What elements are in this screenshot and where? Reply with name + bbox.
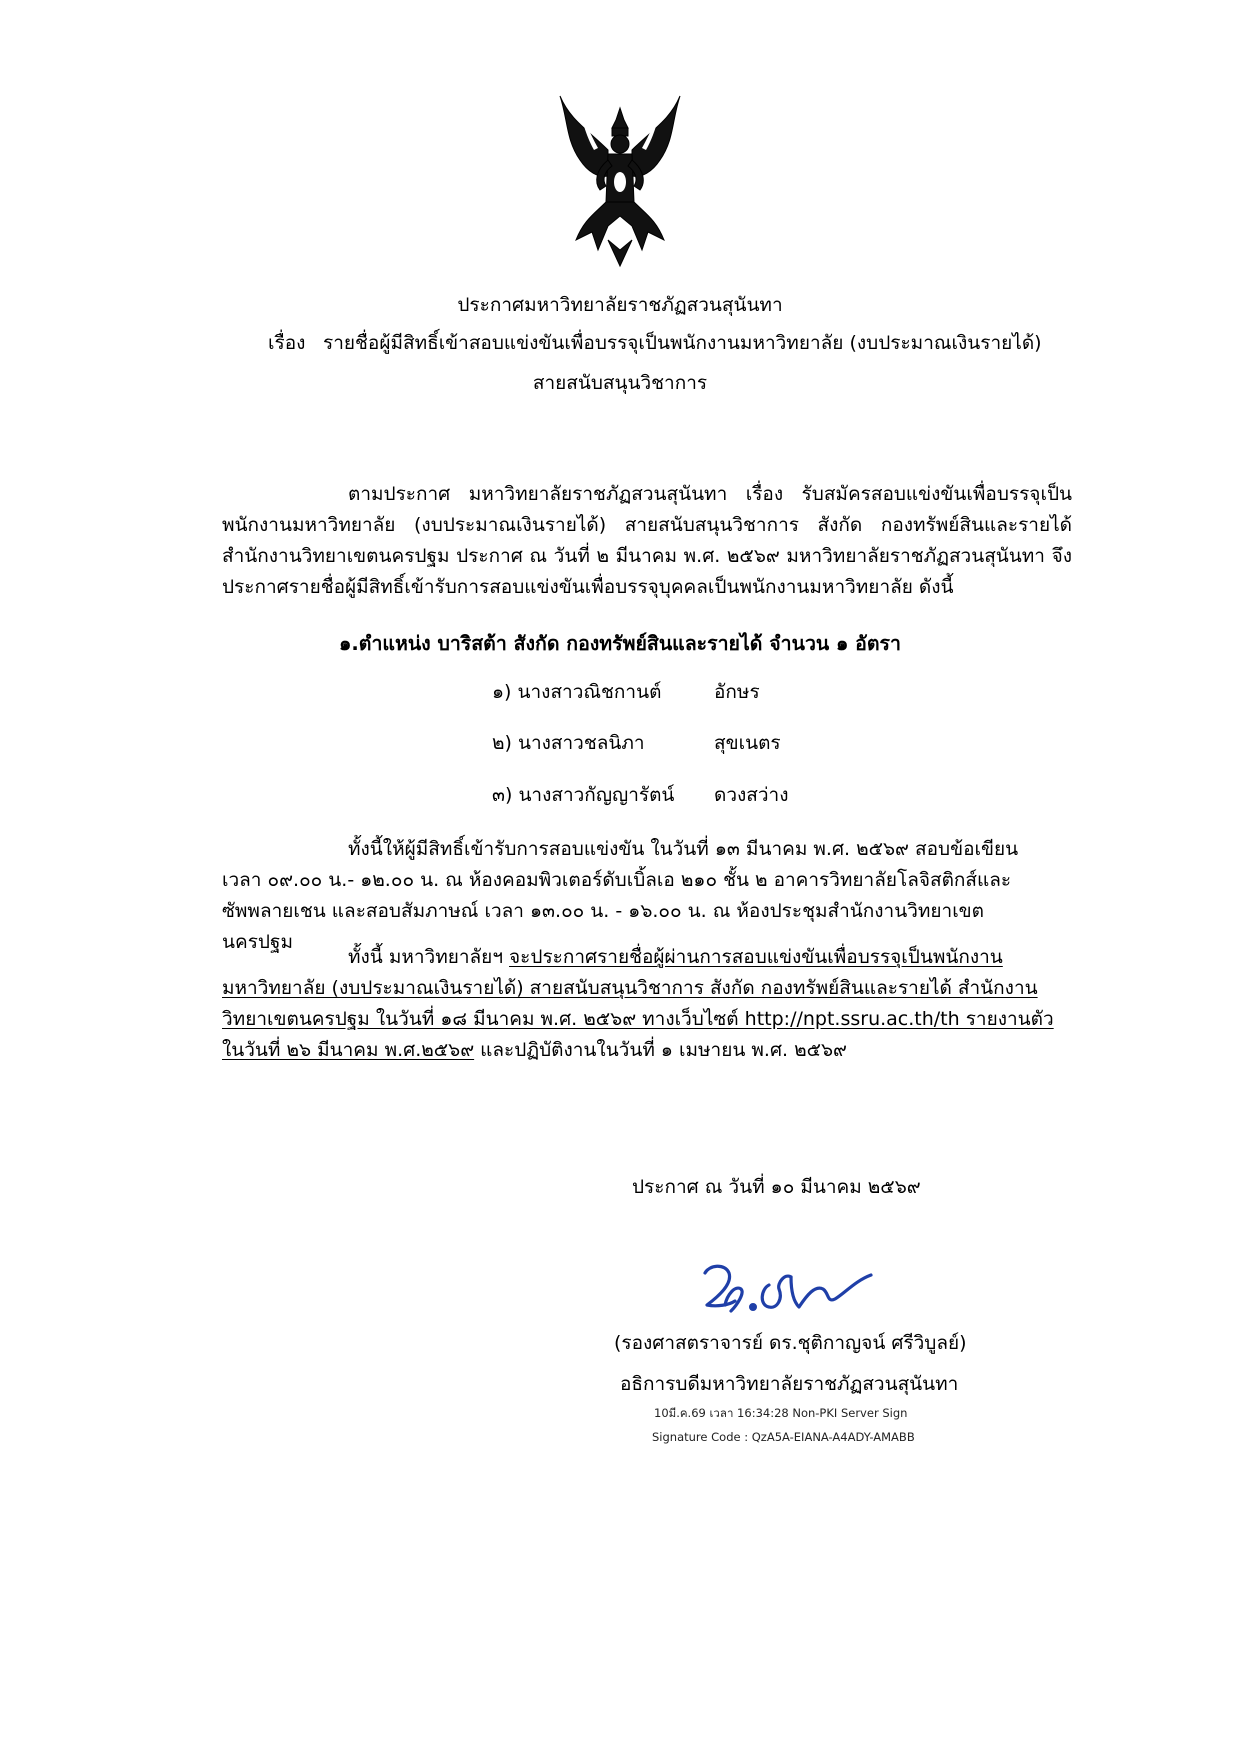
candidate-last-name: ดวงสว่าง <box>714 784 789 806</box>
candidate-first-name: ๒) นางสาวชลนิภา <box>492 732 645 754</box>
subject-line-2: สายสนับสนุนวิชาการ <box>532 372 708 394</box>
candidate-last-name: สุขเนตร <box>714 732 781 754</box>
candidate-last-name: อักษร <box>714 681 760 703</box>
announce-date: ประกาศ ณ วันที่ ๑๐ มีนาคม ๒๕๖๙ <box>632 1176 921 1198</box>
subject-text: รายชื่อผู้มีสิทธิ์เข้าสอบแข่งขันเพื่อบรรจุเป็นพนักงานมหาวิทยาลัย (งบประมาณเงินรายได้) <box>323 332 1042 354</box>
signer-name: (รองศาสตราจารย์ ดร.ชุติกาญจน์ ศรีวิบูลย์) <box>614 1332 967 1354</box>
announce-underlined-text: จะประกาศรายชื่อผู้ผ่านการสอบแข่งขันเพื่อบรรจุเป็นพนักงานมหาวิทยาลัย (งบประมาณเงินรายได้) สายสนับสนุนวิชาการ สังกัด กองทรัพย์สินและรายได้ สำนักงานวิทยาเขตนครปฐม ในวันที่ ๑๘ มีนาคม พ.ศ. ๒๕๖๙ ทางเว็บไซต์ http://npt.ssru.ac.th/th รายงานตัวในวันที่ ๒๖ มีนาคม พ.ศ.๒๕๖๙ <box>222 946 1054 1061</box>
candidate-first-name: ๓) นางสาวกัญญารัตน์ <box>492 784 675 806</box>
candidate-row <box>492 679 760 705</box>
position-heading: ๑.ตำแหน่ง บาริสต้า สังกัด กองทรัพย์สินและรายได้ จำนวน ๑ อัตรา <box>339 632 901 655</box>
subject-label: เรื่อง <box>268 332 306 354</box>
intro-text: ตามประกาศ มหาวิทยาลัยราชภัฏสวนสุนันทา เรื่อง รับสมัครสอบแข่งขันเพื่อบรรจุเป็นพนักงานมหาวิทยาลัย (งบประมาณเงินรายได้) สายสนับสนุนวิชาการ สังกัด กองทรัพย์สินและรายได้ สำนักงานวิทยาเขตนครปฐม ประกาศ ณ วันที่ ๒ มีนาคม พ.ศ. ๒๕๖๙ มหาวิทยาลัยราชภัฏสวนสุนันทา จึงประกาศรายชื่อผู้มีสิทธิ์เข้ารับการสอบแข่งขันเพื่อบรรจุบุคคลเป็นพนักงานมหาวิทยาลัย ดังนี้ <box>222 483 1072 598</box>
garuda-emblem-icon <box>558 90 682 268</box>
announce-suffix: และปฏิบัติงานในวันที่ ๑ เมษายน พ.ศ. ๒๕๖๙ <box>480 1039 847 1061</box>
candidate-row <box>492 730 781 756</box>
candidate-first-name: ๑) นางสาวณิชกานต์ <box>492 681 662 703</box>
signature-code: Signature Code : QzA5A-EIANA-A4ADY-AMABB <box>652 1430 915 1444</box>
sign-timestamp: 10มี.ค.69 เวลา 16:34:28 Non-PKI Server Sign <box>654 1406 908 1420</box>
exam-text: ทั้งนี้ให้ผู้มีสิทธิ์เข้ารับการสอบแข่งขัน ในวันที่ ๑๓ มีนาคม พ.ศ. ๒๕๖๙ สอบข้อเขียน เวลา ๐๙.๐๐ น.- ๑๒.๐๐ น. ณ ห้องคอมพิวเตอร์ดับเบิ้ลเอ ๒๑๐ ชั้น ๒ อาคารวิทยาลัยโลจิสติกส์และซัพพลายเชน และสอบสัมภาษณ์ เวลา ๑๓.๐๐ น. - ๑๖.๐๐ น. ณ ห้องประชุมสำนักงานวิทยาเขตนครปฐม <box>222 838 1019 953</box>
signature-image <box>695 1255 885 1325</box>
announce-prefix: ทั้งนี้ มหาวิทยาลัยฯ <box>348 946 503 968</box>
intro-paragraph <box>222 479 1072 603</box>
announce-paragraph <box>222 942 1072 1066</box>
exam-paragraph <box>222 834 1052 958</box>
signer-title: อธิการบดีมหาวิทยาลัยราชภัฏสวนสุนันทา <box>620 1373 959 1395</box>
candidate-row <box>492 782 789 808</box>
announcement-title: ประกาศมหาวิทยาลัยราชภัฏสวนสุนันทา <box>457 294 783 316</box>
